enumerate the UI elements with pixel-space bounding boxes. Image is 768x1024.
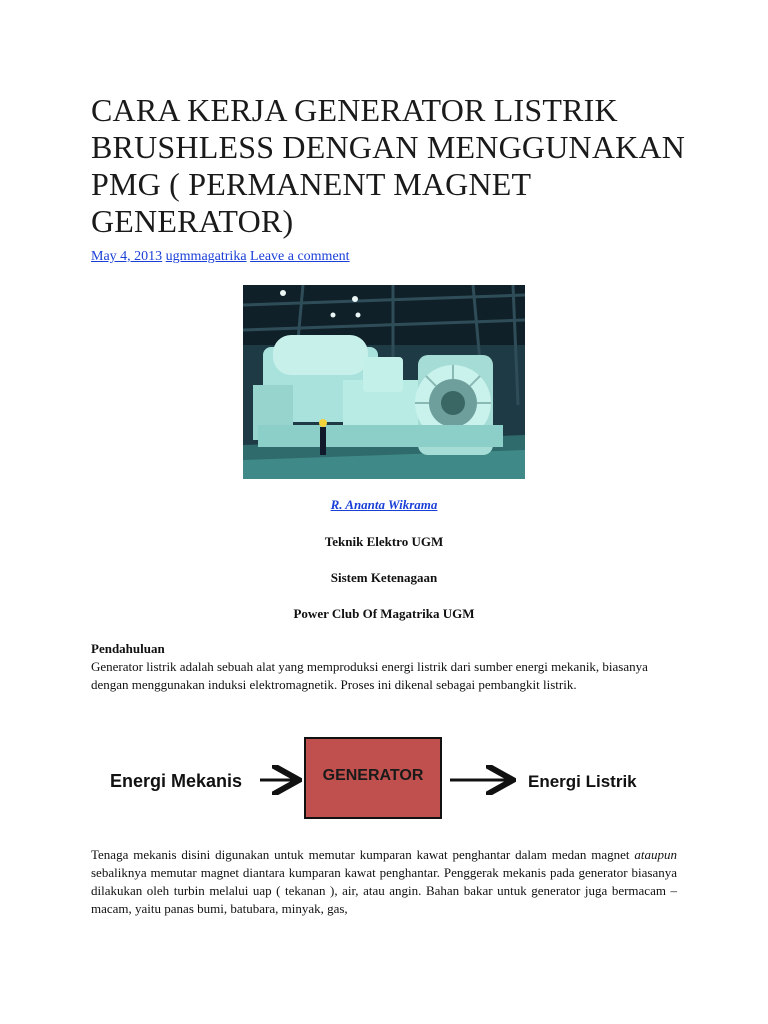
post-meta	[91, 249, 350, 265]
diagram-right-label: Energi Listrik	[528, 772, 637, 791]
byline-field: Sistem Ketenagaan	[330, 570, 438, 585]
body-paragraph	[91, 846, 677, 918]
author-name[interactable]: R. Ananta Wikrama	[330, 497, 438, 512]
generator-photo	[243, 285, 525, 479]
intro-paragraph: Generator listrik adalah sebuah alat yang memproduksi energi listrik dari sumber energi mekanik, biasanya dengan menggunakan induksi elektromagnetik. Proses ini dikenal sebagai pembangkit listrik.	[91, 659, 648, 692]
byline-club: Power Club Of Magatrika UGM	[293, 606, 475, 621]
body-text-emphasis: ataupun	[634, 847, 677, 862]
byline-affiliation: Teknik Elektro UGM	[324, 534, 444, 549]
generator-box-label: GENERATOR	[322, 767, 424, 784]
section-heading: Pendahuluan	[91, 641, 165, 656]
post-author-link[interactable]: ugmmagatrika	[165, 249, 247, 264]
post-date-link[interactable]: May 4, 2013	[91, 249, 163, 264]
body-text-start: Tenaga mekanis disini digunakan untuk memutar kumparan kawat penghantar dalam medan magnet	[91, 847, 635, 862]
energy-conversion-diagram	[100, 735, 660, 825]
leave-comment-link[interactable]: Leave a comment	[250, 249, 350, 264]
body-text-end: sebaliknya memutar magnet diantara kumparan kawat penghantar. Penggerak mekanis pada generator biasanya dilakukan oleh turbin melalui uap ( tekanan ), air, atau angin. Bahan bakar untuk generator juga bermacam – macam, yaitu panas bumi, batubara, minyak, gas,	[91, 865, 677, 916]
diagram-left-label: Energi Mekanis	[110, 771, 243, 791]
page-title: CARA KERJA GENERATOR LISTRIK BRUSHLESS DENGAN MENGGUNAKAN PMG ( PERMANENT MAGNET GENERATOR)	[91, 92, 686, 239]
